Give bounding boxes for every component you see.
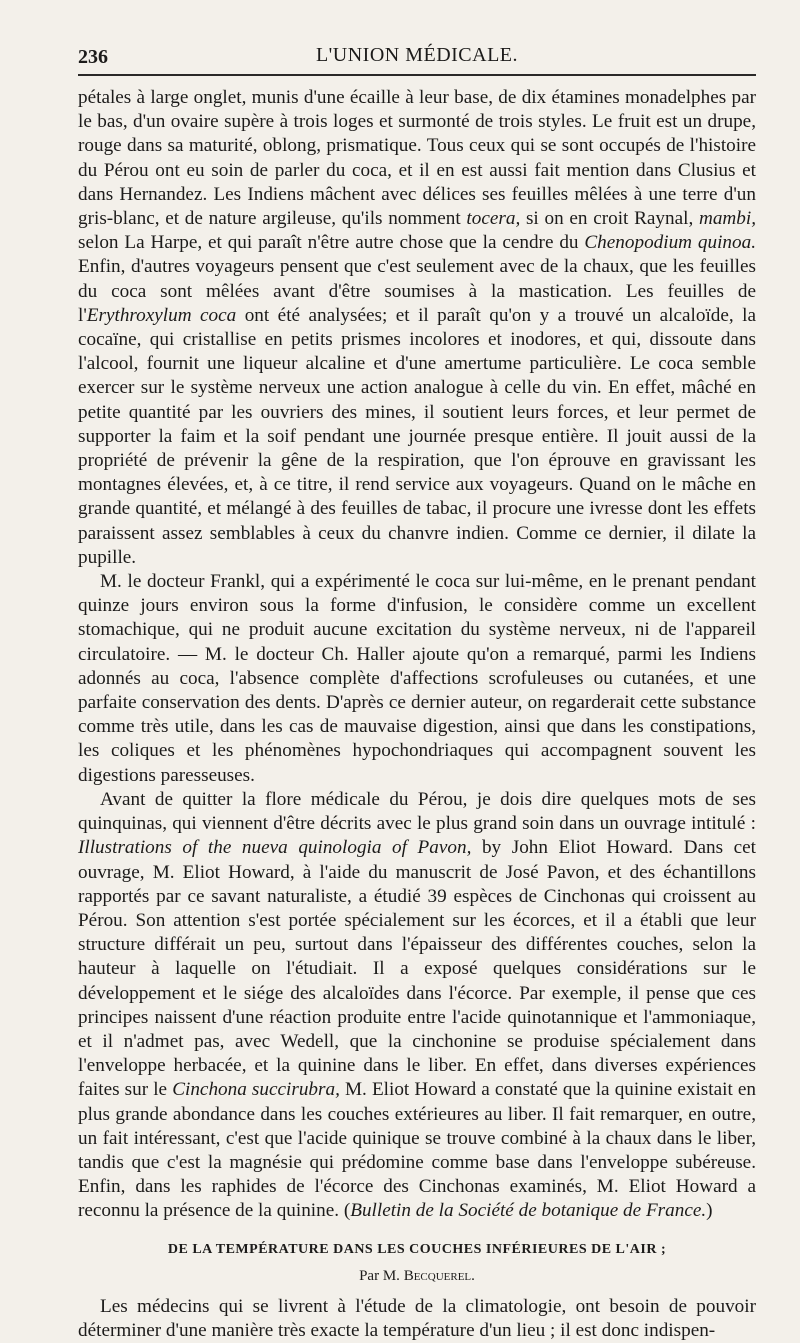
section-byline: Par M. Becquerel.: [359, 1267, 475, 1284]
paragraph-quinquinas: Avant de quitter la flore médicale du Pérou, je dois dire quelques mots de ses quinquinas, qui viennent d'être décrits avec le plus grand soin dans un ouvrage intitulé : Illustrations of the nueva quinologia of Pavon, by John Eliot Howard. Dans cet ouvrage, M. Eliot Howard, à l'aide du manuscrit de José Pavon, et des échantillons rapportés par ce savant naturaliste, a étudié 39 espèces de Cinchonas qui croissent au Pérou. Son attention s'est portée spécialement sur les écorces, et il a établi que leur structure différait un peu, surtout dans l'épaisseur des différentes couches, selon la hauteur à laquelle on l'étudiait. Il a exposé quelques considérations sur le développement et le siége des alcaloïdes dans l'écorce. Par exemple, il pense que ces principes naissent d'une réaction produite entre l'acide quinotannique et l'ammoniaque, et il n'admet pas, avec Wedell, que la cinchonine se produise spécialement dans l'enveloppe herbacée, et la quinine dans le liber. En effet, dans diverses expériences faites sur le Cinchona succirubra, M. Eliot Howard a constaté que la quinine existait en plus grande abondance dans les couches extérieures au liber. Il fait remarquer, en outre, un fait intéressant, c'est que l'acide quinique se trouve combiné à la chaux dans le liber, tandis que c'est la magnésie qui prédomine comme base dans l'enveloppe subéreuse. Enfin, dans les raphides de l'écorce des Cinchonas examinés, M. Eliot Howard a reconnu la présence de la quinine. (Bulletin de la Société de botanique de France.): [78, 788, 756, 1222]
header-rule: [78, 74, 756, 76]
section-title: DE LA TEMPÉRATURE DANS LES COUCHES INFÉRIEURES DE L'AIR ;: [167, 1241, 667, 1257]
running-title: L'UNION MÉDICALE.: [315, 44, 519, 66]
paragraph-frankl: M. le docteur Frankl, qui a expérimenté le coca sur lui-même, en le prenant pendant quinze jours environ sous la forme d'infusion, le considère comme un excellent stomachique, qui ne produit aucune excitation du système nerveux, ni de l'appareil circulatoire. — M. le docteur Ch. Haller ajoute qu'on a remarqué, parmi les Indiens adonnés au coca, l'absence complète d'affections scrofuleuses ou cutanées, et une parfaite conservation des dents. D'après ce dernier auteur, on regarderait cette substance comme très utile, dans les cas de mauvaise digestion, ainsi que dans les constipations, les coliques et les phénomènes hypochondriaques qui accompagnent souvent les digestions paresseuses.: [78, 571, 756, 786]
paragraph-climatologie: Les médecins qui se livrent à l'étude de la climatologie, ont besoin de pouvoir déterminer d'une manière très exacte la température d'un lieu ; il est donc indispen-: [78, 1295, 756, 1341]
paragraph-coca-description: pétales à large onglet, munis d'une écaille à leur base, de dix étamines monadelphes par le bas, d'un ovaire supère à trois loges et surmonté de trois styles. Le fruit est un drupe, rouge dans sa maturité, oblong, prismatique. Tous ceux qui se sont occupés de l'histoire du Pérou ont eu soin de parler du coca, et il en est aussi fait mention dans Clusius et dans Hernandez. Les Indiens mâchent avec délices ses feuilles mêlées à une terre d'un gris-blanc, et de nature argileuse, qu'ils nomment tocera, si on en croit Raynal, mambi, selon La Harpe, et qui paraît n'être autre chose que la cendre du Chenopodium quinoa. Enfin, d'autres voyageurs pensent que c'est seulement avec de la chaux, que les feuilles du coca sont mêlées avant d'être soumises à la mastication. Les feuilles de l'Erythroxylum coca ont été analysées; et il paraît qu'on y a trouvé un alcaloïde, la cocaïne, qui cristallise en petits prismes incolores et inodores, et qui, dissoute dans l'alcool, fournit une liqueur alcaline et d'une amertume particulière. Le coca semble exercer sur le système nerveux une action analogue à celle du vin. En effet, mâché en petite quantité par les ouvriers des mines, il soutient leurs forces, et leur permet de supporter la faim et la soif pendant une journée presque entière. Il jouit aussi de la propriété de prévenir la gêne de la respiration, que l'on éprouve en gravissant les montagnes élevées, et, à ce titre, il rend service aux voyageurs. Quand on le mâche en grande quantité, et mélangé à des feuilles de tabac, il procure une ivresse dont les effets paraissent assez semblables à ceux du chanvre indien. Comme ce dernier, il dilate la pupille.: [78, 87, 757, 568]
page-header: [78, 36, 756, 70]
page-number: 236: [78, 46, 108, 68]
